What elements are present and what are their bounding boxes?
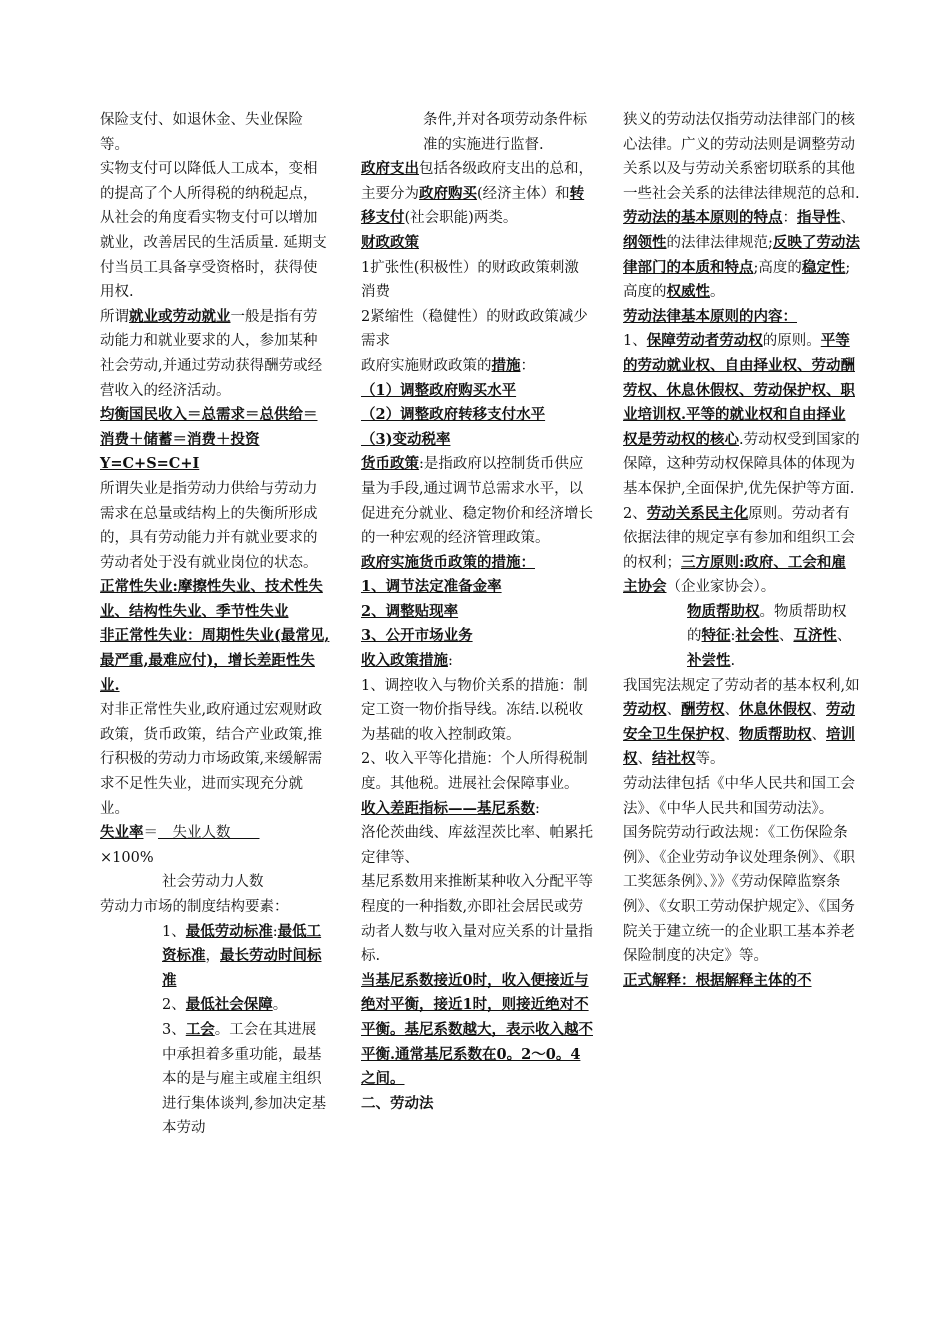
emphasized-text: （2）调整政府转移支付水平: [361, 406, 546, 424]
emphasized-text: 社会性: [735, 627, 779, 645]
emphasized-text: 劳动关系民主化: [646, 504, 749, 522]
text-run: 所谓: [100, 308, 129, 325]
emphasized-text: 转移支付: [361, 184, 585, 227]
text-run: ：: [782, 210, 797, 227]
paragraph: [623, 206, 860, 304]
paragraph: [361, 157, 593, 231]
emphasized-text: 工会: [185, 1020, 215, 1038]
paragraph: [100, 821, 330, 846]
paragraph: [100, 920, 330, 994]
paragraph: [361, 108, 593, 157]
emphasized-text: 劳动权: [623, 701, 667, 719]
emphasized-text: 特征: [701, 627, 731, 645]
emphasized-text: 劳动法律基本原则的内容：: [623, 307, 797, 325]
paragraph: [361, 649, 593, 674]
text-run: 、: [778, 628, 794, 645]
text-run: 。: [272, 997, 288, 1014]
emphasized-text: 指导性: [797, 209, 841, 227]
text-run: :: [448, 653, 453, 670]
emphasized-text: 政府实施货币政策的措施：: [361, 553, 535, 571]
text-run: 一般是指有劳动能力和就业要求的人，参加某种社会劳动,并通过劳动获得酬劳或经营收入的经济活动。: [100, 308, 323, 399]
emphasized-text: 失业率: [100, 824, 144, 842]
emphasized-text: 结社权: [652, 750, 696, 768]
text-run: .: [730, 653, 736, 670]
text-run: ＝: [143, 825, 158, 842]
emphasized-text: 1、调节法定准备金率: [361, 578, 502, 596]
paragraph: [623, 502, 860, 600]
paragraph: [361, 231, 593, 256]
emphasized-text: 最长劳动时间标准: [162, 947, 322, 989]
emphasized-text: 政府购买: [419, 184, 477, 202]
paragraph: [623, 600, 860, 674]
text-run: 、: [811, 702, 826, 719]
paragraph: [623, 674, 860, 772]
paragraph: [100, 895, 330, 920]
text-run: 。物质帮助权的: [687, 603, 847, 645]
paragraph: [361, 969, 593, 1092]
emphasized-text: 二、劳动法: [361, 1094, 434, 1112]
paragraph: [361, 354, 593, 379]
emphasized-text: 互济性: [793, 627, 837, 645]
paragraph: [100, 108, 330, 157]
text-run: ，: [205, 948, 220, 965]
emphasized-text: 培训权: [623, 725, 855, 768]
paragraph: [361, 305, 593, 354]
text-run: 、: [836, 628, 852, 645]
emphasized-text: 平等的劳动就业权、自由择业权、劳动酬劳权、休息休假权、劳动保护权、职业培训权.平等的就业权和自由择业权是劳动权的核心: [623, 332, 855, 448]
text-run: 1、调控收入与物价关系的措施：制定工资一物价指导线。冻结.以税收为基础的收入控制政策。: [361, 677, 588, 743]
emphasized-text: 纲领性: [623, 233, 667, 251]
paragraph: [623, 108, 860, 206]
paragraph: [361, 575, 593, 600]
paragraph: [100, 846, 330, 871]
text-run: 对非正常性失业,政府通过宏观财政政策，货币政策，结合产业政策,推行积极的劳动力市场政策,来缓解需求不足性失业，进而实现充分就业。: [100, 702, 323, 817]
text-run: 洛伦茨曲线、库兹涅茨比率、帕累托定律等、: [361, 825, 593, 866]
text-run: .劳动权受到国家的保障，这种劳动权保障具体的体现为基本保护,全面保护,优先保护等方面.: [623, 431, 860, 497]
emphasized-text: 最低工资标准: [162, 922, 322, 965]
text-run: 原则。劳动者有依据法律的规定享有参加和组织工会的权利；: [623, 505, 855, 571]
text-run: 1、: [162, 923, 186, 940]
emphasized-text: 措施: [491, 356, 521, 374]
column-middle: [361, 108, 593, 1116]
emphasized-text: 失业人数: [158, 825, 260, 842]
emphasized-text: 当基尼系数接近0时，收入便接近与绝对平衡，接近1时，则接近绝对不平衡。基尼系数越大，表示收入越不平衡.通常基尼系数在0。2～0。4之间。: [361, 971, 593, 1088]
text-run: ：: [520, 357, 535, 374]
paragraph: [361, 624, 593, 649]
text-run: 所谓失业是指劳动力供给与劳动力需求在总量或结构上的失衡所形成的，具有劳动能力并有就业要求的劳动者处于没有就业岗位的状态。: [100, 480, 318, 571]
paragraph: [100, 305, 330, 403]
emphasized-text: 最低劳动标准: [185, 922, 273, 940]
paragraph: [361, 797, 593, 822]
emphasized-text: 权威性: [666, 283, 710, 301]
text-run: ;高度的: [623, 259, 851, 301]
column-left: [100, 108, 330, 1141]
paragraph: [361, 452, 593, 550]
text-run: 包括各级政府支出的总和，主要分为: [361, 161, 593, 202]
emphasized-text: 劳动安全卫生保护权: [623, 701, 855, 743]
emphasized-text: 非正常性失业：周期性失业(最常见,最严重,最难应付)，增长差距性失业.: [100, 627, 330, 694]
text-run: 我国宪法规定了劳动者的基本权利,如: [623, 677, 860, 694]
emphasized-text: 保障劳动者劳动权: [646, 332, 763, 350]
text-run: （企业家协会）。: [666, 579, 776, 596]
emphasized-text: （3)变动税率: [361, 430, 451, 448]
text-run: (经济主体）和: [477, 185, 570, 202]
emphasized-text: 劳动法的基本原则的特点: [623, 209, 783, 227]
emphasized-text: 正式解释：根据解释主体的不: [623, 971, 812, 989]
text-run: :: [535, 800, 540, 817]
text-run: :: [272, 923, 278, 940]
emphasized-text: 酬劳权: [681, 701, 725, 719]
emphasized-text: 反映了劳动法律部门的本质和特点: [623, 233, 860, 276]
text-run: ×100%: [100, 849, 154, 866]
emphasized-text: 物质帮助权: [739, 725, 812, 743]
text-run: 1扩张性(积极性）的财政政策刺激消费: [361, 259, 579, 301]
text-run: (社会职能)两类。: [404, 210, 518, 227]
text-run: 2紧缩性（稳健性）的财政政策减少需求: [361, 308, 588, 350]
text-run: 、: [724, 702, 739, 719]
paragraph: [361, 256, 593, 305]
emphasized-text: （1）调整政府购买水平: [361, 381, 517, 399]
text-run: 等。: [695, 751, 725, 768]
paragraph: [361, 600, 593, 625]
emphasized-text: 收入政策措施: [361, 652, 448, 670]
text-run: 、: [840, 210, 855, 227]
text-run: 的法律法律规范;: [666, 234, 773, 251]
text-run: ;高度的: [753, 259, 802, 276]
paragraph: [623, 305, 860, 330]
paragraph: [100, 870, 330, 895]
paragraph: [361, 674, 593, 748]
text-run: 、: [666, 702, 681, 719]
paragraph: [100, 993, 330, 1018]
paragraph: [623, 821, 860, 969]
text-run: 1、: [623, 333, 647, 350]
emphasized-text: 收入差距指标——基尼系数: [361, 799, 535, 817]
paragraph: [361, 551, 593, 576]
text-run: 实物支付可以降低人工成本，变相的提高了个人所得税的纳税起点，从社会的角度看实物支付可以增加就业，改善居民的生活质量. 延期支付当员工具备享受资格时，获得使用权.: [100, 161, 327, 301]
paragraph: [361, 1092, 593, 1117]
paragraph: [361, 747, 593, 796]
text-run: 条件,并对各项劳动条件标准的实施进行监督.: [423, 112, 588, 153]
paragraph: [100, 624, 330, 698]
text-run: 2、收入平等化措施：个人所得税制度。其他税。进展社会保障事业。: [361, 751, 588, 793]
text-run: 基尼系数用来推断某种收入分配平等程度的一种指数,亦即社会居民或劳动者人数与收入量对应关系的计量指标.: [361, 874, 593, 965]
paragraph: [100, 575, 330, 624]
emphasized-text: 财政政策: [361, 233, 419, 251]
emphasized-text: 最低社会保障: [185, 996, 273, 1014]
paragraph: [623, 969, 860, 994]
emphasized-text: 稳定性: [801, 258, 846, 276]
paragraph: [361, 870, 593, 968]
emphasized-text: 3、公开市场业务: [361, 627, 473, 645]
emphasized-text: 物质帮助权: [687, 602, 760, 620]
paragraph: [361, 428, 593, 453]
text-run: :: [730, 628, 736, 645]
text-run: :是指政府以控制货币供应量为手段,通过调节总需求水平，以促进充分就业、稳定物价和经济增长的一种宏观的经济管理政策。: [361, 456, 593, 547]
emphasized-text: 2、调整贴现率: [361, 602, 459, 620]
text-run: 3、: [162, 1021, 186, 1038]
text-run: 2、: [623, 505, 647, 522]
paragraph: [361, 821, 593, 870]
emphasized-text: 三方原则:政府、工会和雇主协会: [623, 553, 846, 596]
emphasized-text: 休息休假权: [739, 701, 812, 719]
text-run: 保险支付、如退休金、失业保险等。: [100, 112, 303, 153]
text-run: 劳动法律包括《中华人民共和国工会法》、《中华人民共和国劳动法》。: [623, 776, 855, 817]
text-run: 劳动力市场的制度结构要素：: [100, 899, 289, 915]
text-run: 、: [637, 751, 652, 768]
emphasized-text: 货币政策: [361, 455, 419, 473]
text-run: 、: [811, 726, 826, 743]
text-run: 国务院劳动行政法规：《工伤保险条例》、《企业劳动争议处理条例》、《职工奖惩条例》、》》《劳动保障监察条例》、《女职工劳动保护规定》、《国务院关于建立统一的企业职工基本养老保险制度的决定》等。: [623, 825, 855, 965]
paragraph: [100, 477, 330, 575]
paragraph: [361, 403, 593, 428]
text-run: 的原则。: [762, 333, 821, 350]
paragraph: [100, 157, 330, 305]
paragraph: [100, 403, 330, 477]
text-run: 政府实施财政政策的: [361, 357, 492, 374]
emphasized-text: 就业或劳动就业: [129, 307, 231, 325]
paragraph: [623, 329, 860, 501]
paragraph: [623, 772, 860, 821]
text-run: 、: [724, 726, 739, 743]
text-run: 社会劳动力人数: [162, 874, 264, 891]
paragraph: [100, 698, 330, 821]
emphasized-text: 补尝性: [687, 652, 731, 670]
paragraph: [100, 1018, 330, 1141]
paragraph: [361, 379, 593, 404]
text-run: 狭义的劳动法仅指劳动法律部门的核心法律。广义的劳动法则是调整劳动关系以及与劳动关系密切联系的其他一些社会关系的法律法律规范的总和.: [623, 112, 860, 202]
text-run: 。工会在其进展中承担着多重功能，最基本的是与雇主或雇主组织进行集体谈判,参加决定基本劳动: [162, 1021, 327, 1137]
emphasized-text: 政府支出: [361, 160, 419, 178]
text-run: 2、: [162, 997, 186, 1014]
text-run: 。: [710, 284, 725, 301]
column-right: [623, 108, 860, 993]
emphasized-text: 均衡国民收入＝总需求＝总供给＝消费＋储蓄＝消费＋投资Y=C+S=C+I: [100, 406, 318, 473]
emphasized-text: 正常性失业:摩擦性失业、技术性失业、结构性失业、季节性失业: [100, 578, 323, 620]
